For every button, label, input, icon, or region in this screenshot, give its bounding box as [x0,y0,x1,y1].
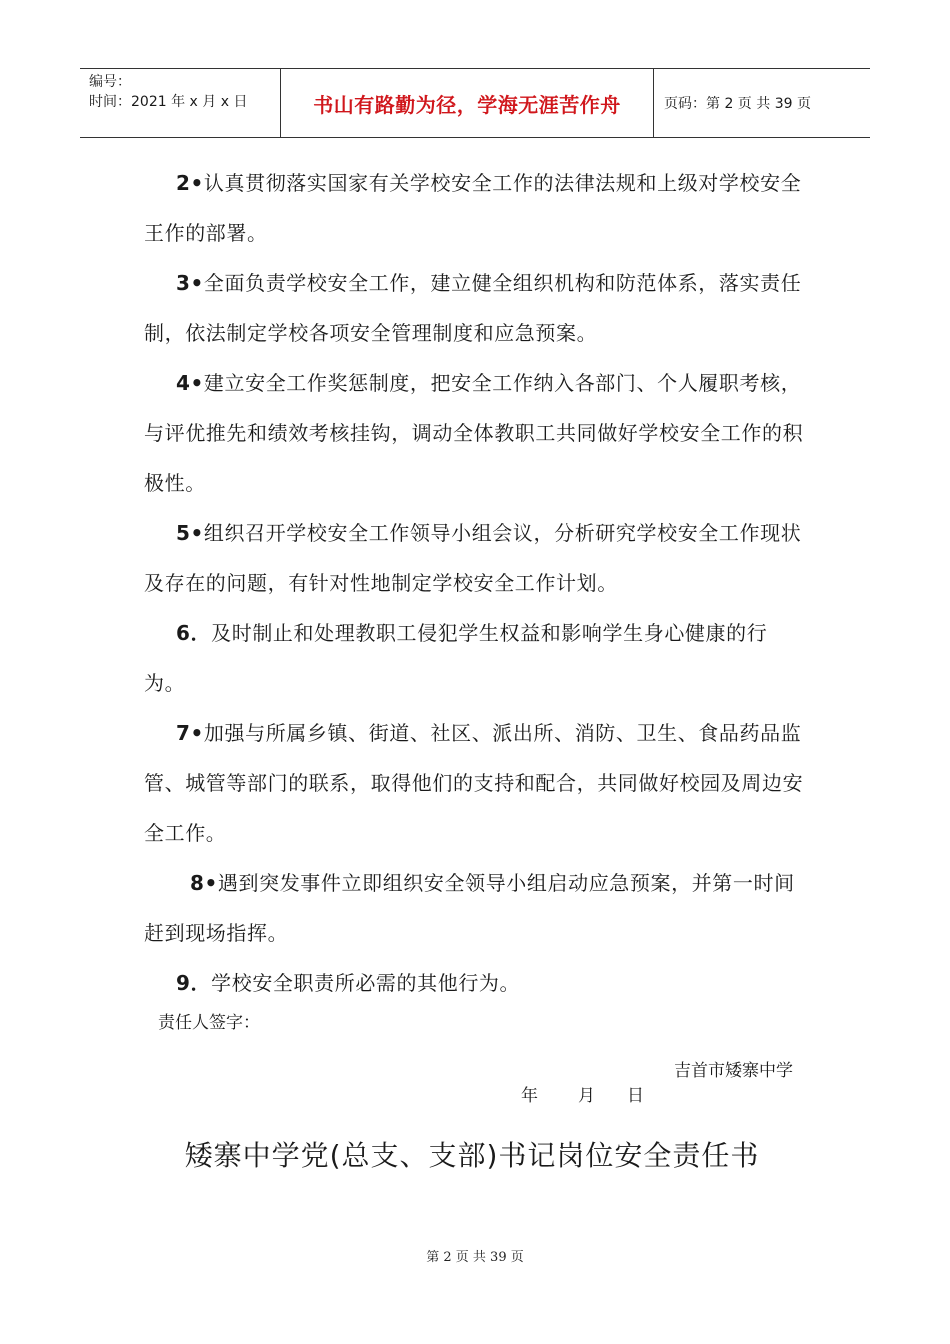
item-text: 组织召开学校安全工作领导小组会议，分析研究学校安全工作现状及存在的问题，有针对性地制定学校安全工作计划。 [144,521,802,595]
item-number: 3• [176,271,204,295]
list-item [144,708,804,858]
item-number: 4• [176,371,204,395]
header-page-info: 页码：第 2 页 共 39 页 [664,96,811,112]
list-item [144,508,804,608]
header-motto: 书山有路勤为径，学海无涯苦作舟 [281,69,654,137]
list-item [144,858,804,958]
item-text: 建立安全工作奖惩制度，把安全工作纳入各部门、个人履职考核，与评优推先和绩效考核挂钩，调动全体教职工共同做好学校安全工作的积极性。 [144,371,804,495]
item-number: 2• [176,171,204,195]
date-year: 年 [521,1086,538,1106]
date-day: 日 [627,1086,644,1106]
item-text: 及时制止和处理教职工侵犯学生权益和影响学生身心健康的行为。 [144,621,768,695]
page-header [80,68,870,138]
item-number: 9． [176,971,212,995]
signature-label: 责任人签字： [158,1013,260,1033]
time-label: 时间：2021 年 x 月 x 日 [89,94,248,110]
list-item [144,358,804,508]
list-item [144,158,804,258]
item-text: 加强与所属乡镇、街道、社区、派出所、消防、卫生、食品药品监管、城管等部门的联系，取得他们的支持和配合，共同做好校园及周边安全工作。 [144,721,804,845]
item-number: 7• [176,721,204,745]
item-text: 遇到突发事件立即组织安全领导小组启动应急预案，并第一时间赶到现场指挥。 [144,871,795,945]
item-text: 学校安全职责所必需的其他行为。 [211,971,521,995]
date-line [521,1081,644,1106]
list-item [144,608,804,708]
item-number: 5• [176,521,204,545]
school-name: 吉首市矮寨中学 [674,1061,793,1081]
list-item [144,258,804,358]
next-section-title: 矮寨中学党(总支、支部)书记岗位安全责任书 [184,1139,760,1172]
page-footer: 第 2 页 共 39 页 [426,1250,524,1265]
date-month: 月 [578,1086,595,1106]
list-item [144,958,804,1008]
header-meta [80,69,281,137]
item-number: 8• [190,871,218,895]
item-text: 认真贯彻落实国家有关学校安全工作的法律法规和上级对学校安全王作的部署。 [144,171,802,245]
code-label: 编号： [89,74,131,90]
item-text: 全面负责学校安全工作，建立健全组织机构和防范体系，落实责任制，依法制定学校各项安全管理制度和应急预案。 [144,271,802,345]
item-number: 6． [176,621,212,645]
